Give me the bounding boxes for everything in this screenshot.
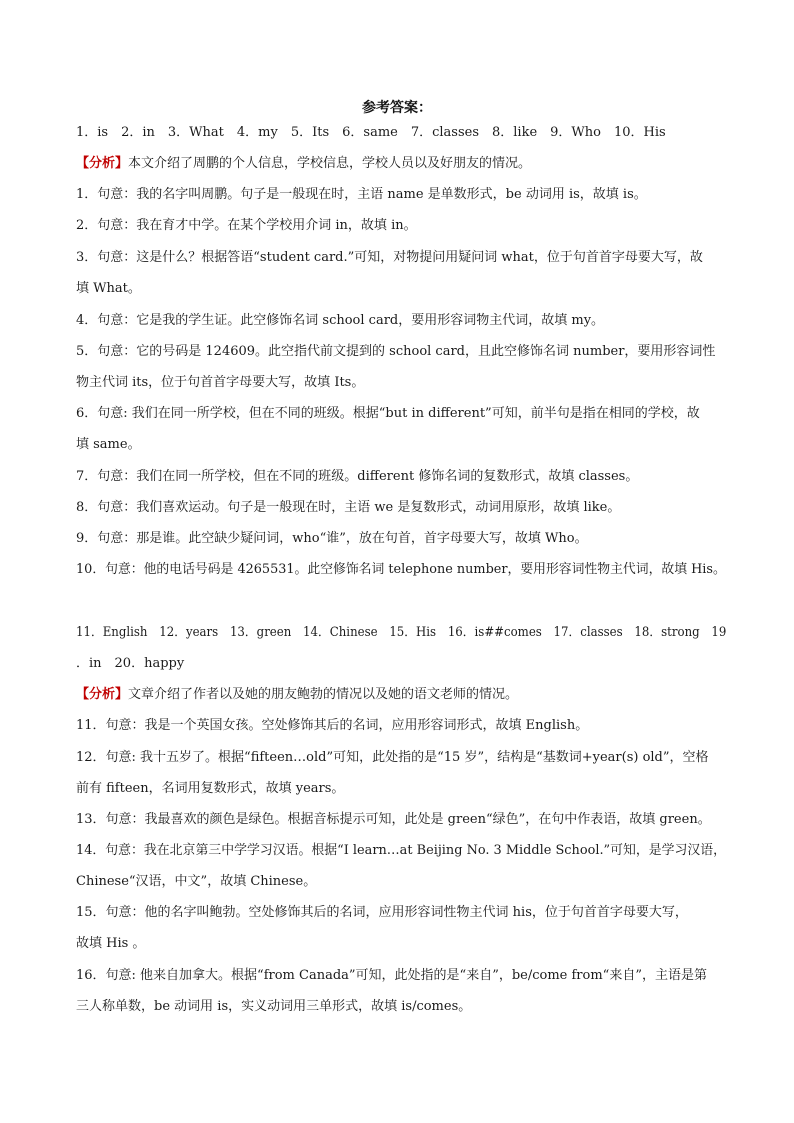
explanation-line: 物主代词 its，位于句首首字母要大写，故填 Its。 [76, 375, 365, 390]
explanation-line: 填 What。 [76, 281, 141, 296]
explanation-line: 12．句意: 我十五岁了。根据“fifteen…old”可知，此处指的是“15 岁”，结构是“基数词+year(s) old”，空格 [76, 750, 709, 765]
answer-key-11-20-cont: ．in 20．happy [76, 656, 185, 671]
explanation-line: 15．句意：他的名字叫鲍勃。空处修饰其后的名词，应用形容词性物主代词 his，位于句首首字母要大写， [76, 905, 688, 920]
explanation-line: 16．句意: 他来自加拿大。根据“from Canada”可知，此处指的是“来自”，be/come from“来自”，主语是第 [76, 968, 707, 983]
explanation-line: 7．句意：我们在同一所学校，但在不同的班级。different 修饰名词的复数形式，故填 classes。 [76, 469, 639, 484]
explanation-line: 4．句意：它是我的学生证。此空修饰名词 school card，要用形容词物主代词，故填 my。 [76, 313, 605, 328]
explanation-line: 13．句意：我最喜欢的颜色是绿色。根据音标提示可知，此处是 green“绿色”，在句中作表语，故填 green。 [76, 812, 711, 827]
explanation-line: 14．句意：我在北京第三中学学习汉语。根据“I learn…at Beijing No. 3 Middle School.”可知，是学习汉语， [76, 843, 727, 858]
explanation-line: Chinese“汉语，中文”，故填 Chinese。 [76, 874, 317, 889]
analysis-tag: 【分析】 [76, 687, 129, 702]
explanation-line: 2．句意：我在育才中学。在某个学校用介词 in，故填 in。 [76, 218, 417, 233]
explanation-line: 11．句意：我是一个英国女孩。空处修饰其后的名词，应用形容词形式，故填 English。 [76, 718, 589, 733]
explanation-line: 故填 His 。 [76, 936, 146, 951]
page-title: 参考答案： [362, 100, 432, 116]
explanation-line: 8．句意：我们喜欢运动。句子是一般现在时，主语 we 是复数形式，动词用原形，故填 like。 [76, 500, 621, 515]
explanation-line: 5．句意：它的号码是 124609。此空指代前文提到的 school card，且此空修饰名词 number，要用形容词性 [76, 344, 716, 359]
analysis-tag: 【分析】 [76, 156, 129, 171]
explanation-line: 前有 fifteen，名词用复数形式，故填 years。 [76, 781, 345, 796]
explanation-line: 3．句意：这是什么？根据答语“student card.”可知，对物提问用疑问词 what，位于句首首字母要大写，故 [76, 250, 703, 265]
answer-key-11-20: 11．English 12．years 13．green 14．Chinese 15．His 16．is##comes 17．classes 18．strong 19 [76, 625, 727, 640]
explanation-line: 9．句意：那是谁。此空缺少疑问词，who“谁”，放在句首，首字母要大写，故填 Who。 [76, 531, 588, 546]
explanation-line: 三人称单数，be 动词用 is，实义动词用三单形式，故填 is/comes。 [76, 999, 472, 1014]
analysis-text: 文章介绍了作者以及她的朋友鲍勃的情况以及她的语文老师的情况。 [128, 687, 519, 702]
analysis-paragraph-2 [76, 685, 726, 705]
explanation-line: 1．句意：我的名字叫周鹏。句子是一般现在时，主语 name 是单数形式，be 动词用 is，故填 is。 [76, 187, 647, 202]
answer-key-1-10: 1．is 2．in 3．What 4．my 5．Its 6．same 7．classes 8．like 9．Who 10．His [76, 125, 666, 140]
explanation-line: 填 same。 [76, 437, 141, 452]
explanation-line: 10．句意：他的电话号码是 4265531。此空修饰名词 telephone number，要用形容词性物主代词，故填 His。 [76, 562, 726, 577]
explanation-line: 6．句意: 我们在同一所学校，但在不同的班级。根据“but in different”可知，前半句是指在相同的学校，故 [76, 406, 700, 421]
analysis-text: 本文介绍了周鹏的个人信息，学校信息，学校人员以及好朋友的情况。 [128, 156, 532, 171]
analysis-paragraph-1 [76, 154, 726, 174]
